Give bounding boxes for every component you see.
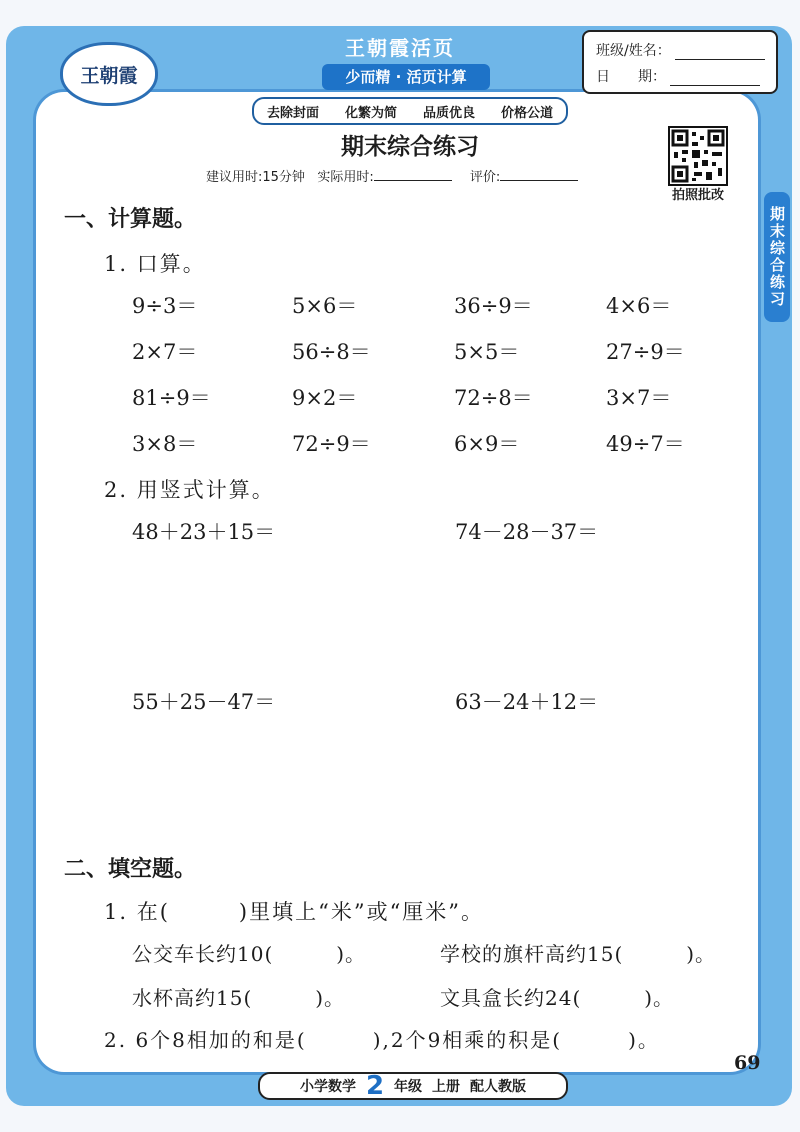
page-title: 期末综合练习 [341, 134, 479, 160]
oral-item: 49÷7＝ [606, 432, 685, 456]
section-heading-calc: 一、计算题。 [64, 207, 197, 232]
footer-grade-number: 2 [365, 1071, 385, 1101]
oral-item: 27÷9＝ [606, 340, 685, 364]
footer-term: 上册 [432, 1079, 461, 1095]
slogan-item: 去除封面 [266, 105, 319, 121]
rating-field[interactable] [500, 168, 578, 181]
slogan-bar [252, 97, 568, 125]
oral-item: 9×2＝ [292, 386, 358, 410]
question-title-oral: 1. 口算。 [104, 252, 206, 276]
oral-item: 72÷9＝ [292, 432, 371, 456]
oral-item: 81÷9＝ [132, 386, 211, 410]
class-name-row [596, 40, 765, 60]
oral-item: 3×7＝ [606, 386, 672, 410]
logo-text: 王朝霞 [80, 64, 138, 87]
footer-grade-label: 年级 [394, 1079, 423, 1095]
footer-edition: 配人教版 [470, 1079, 527, 1095]
slogan-item: 价格公道 [500, 105, 553, 121]
vertical-calc-item: 63－24＋12＝ [455, 690, 599, 714]
rating-label: 评价: [469, 170, 501, 185]
actual-time-label: 实际用时: [317, 170, 374, 185]
vertical-calc-item: 74－28－37＝ [455, 520, 599, 544]
question-sum-product: 2. 6个8相加的和是( ),2个9相乘的积是( )。 [104, 1028, 660, 1052]
oral-item: 36÷9＝ [454, 294, 533, 318]
brand-logo [60, 42, 158, 106]
date-label: 日 期： [596, 69, 666, 85]
time-meta [206, 166, 626, 185]
oral-item: 5×5＝ [454, 340, 520, 364]
class-name-field[interactable] [675, 45, 765, 60]
oral-item: 56÷8＝ [292, 340, 371, 364]
question-title-units: 1. 在( )里填上“米”或“厘米”。 [104, 900, 485, 924]
vertical-calc-item: 55＋25－47＝ [132, 690, 276, 714]
vertical-calc-item: 48＋23＋15＝ [132, 520, 276, 544]
class-name-label: 班级/姓名： [596, 43, 671, 59]
oral-item: 3×8＝ [132, 432, 198, 456]
qr-pattern [670, 128, 726, 184]
brand-subtitle: 少而精 · 活页计算 [322, 64, 490, 90]
page-number: 69 [734, 1052, 761, 1074]
fill-item: 公交车长约10( )。 [132, 942, 367, 966]
suggested-time: 建议用时:15分钟 [206, 170, 305, 185]
actual-time-field[interactable] [374, 168, 452, 181]
date-row [596, 66, 760, 86]
oral-item: 72÷8＝ [454, 386, 533, 410]
date-field[interactable] [670, 71, 760, 86]
fill-item: 文具盒长约24( )。 [440, 986, 675, 1010]
oral-item: 4×6＝ [606, 294, 672, 318]
fill-item: 学校的旗杆高约15( )。 [440, 942, 717, 966]
oral-item: 2×7＝ [132, 340, 198, 364]
qr-code-icon[interactable] [668, 126, 728, 186]
oral-calc-grid [132, 290, 732, 456]
footer-subject: 小学数学 [299, 1079, 356, 1095]
slogan-item: 化繁为简 [344, 105, 397, 121]
section-heading-fill: 二、填空题。 [64, 857, 197, 882]
side-tab: 期末综合练习 [764, 192, 790, 322]
footer-bar [258, 1072, 568, 1100]
brand-title: 王朝霞活页 [345, 36, 455, 60]
fill-item: 水杯高约15( )。 [132, 986, 346, 1010]
oral-item: 9÷3＝ [132, 294, 198, 318]
oral-item: 5×6＝ [292, 294, 358, 318]
student-info-box [582, 30, 778, 94]
qr-label: 拍照批改 [671, 188, 724, 203]
slogan-item: 品质优良 [422, 105, 475, 121]
oral-item: 6×9＝ [454, 432, 520, 456]
question-title-vertical: 2. 用竖式计算。 [104, 478, 275, 502]
